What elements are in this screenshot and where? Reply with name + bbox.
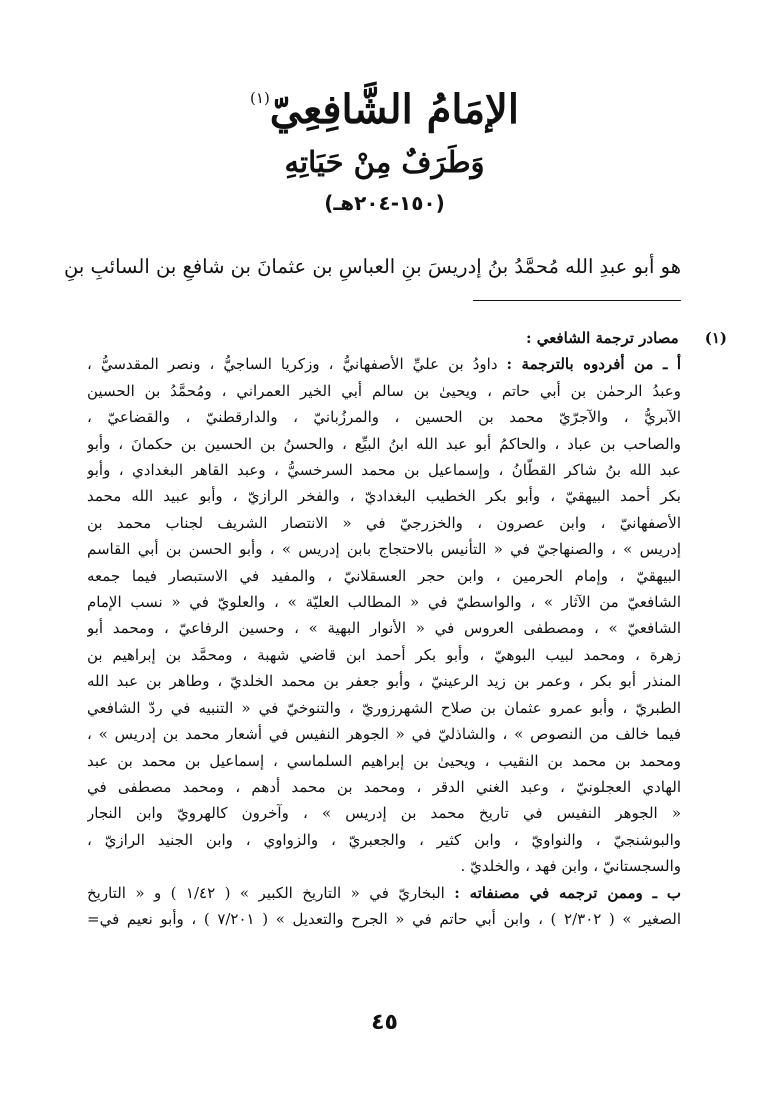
footnote-line: « الجوهر النفيس في تاريخ محمد بن إدريس » ، وآخرون كالهرويّ وابن النجار bbox=[87, 804, 681, 823]
intro-paragraph: هو أبو عبدِ الله مُحمَّدُ بنُ إدريسَ بنِ العباسِ بن عثمانَ بن شافعِ بن السائبِ بنِ bbox=[64, 255, 681, 278]
section-b-label: ب ـ وممن ترجمه في مصنفاته : bbox=[454, 883, 681, 902]
lifespan-dates: (١٥٠-٢٠٤هـ) bbox=[324, 191, 445, 215]
footnote-line: الشافعيّ » ، ومصطفى العروس في « الأنوار البهية » ، وحسين الرفاعيّ ، ومحمد أبو bbox=[87, 619, 681, 638]
footnote-line: والسجستانيّ ، وابن فهد ، والخلديّ . bbox=[460, 857, 681, 876]
chapter-title-block bbox=[0, 72, 769, 218]
footnote-line: زهرة ، ومحمد لبيب البوهيّ ، وأبو بكر أحمد ابن قاضي شهبة ، ومحمَّد بن إبراهيم بن bbox=[87, 645, 681, 664]
chapter-title bbox=[0, 72, 769, 136]
section-a-label: أ ـ من أفردوه بالترجمة : bbox=[506, 355, 681, 374]
footnote-heading: مصادر ترجمة الشافعي : bbox=[525, 329, 679, 347]
footnote-line: الصغير » ( ٢/٣٠٢ ) ، وابن أبي حاتم في « الجرح والتعديل » ( ٧/٢٠١ ) ، وأبو نعيم في= bbox=[87, 909, 681, 928]
footnote-line: البيهقيّ ، وإمام الحرمين ، وابن حجر العسقلانيّ ، والمفيد في الاستبصار فيما جمعه bbox=[87, 566, 681, 585]
chapter-subtitle: وَطَرَفٌ مِنْ حَيَاتِهِ bbox=[284, 145, 485, 179]
footnote-line bbox=[87, 351, 681, 377]
footnote-line: عبد الله بنُ شاكر القطّانُ ، وإسماعيل بن محمد السرخسيُّ ، وعبد القاهر البغدادي ، وأبو bbox=[87, 461, 681, 480]
chapter-title-text: الإمَامُ الشَّافِعِيّ bbox=[269, 86, 519, 133]
footnote-line: الشافعيّ من الآثار » ، والواسطيّ في « المطالب العليّة » ، والعلويّ في « نسب الإمام bbox=[87, 593, 681, 612]
footnote-line: والبوشنجيّ ، والنواويّ ، وابن كثير ، والجعبريّ ، والزواوي ، وابن الجنيد الرازيّ ، bbox=[87, 830, 681, 849]
footnote-line: ومحمد بن محمد بن النقيب ، ويحيىٰ بن إبراهيم السلماسي ، إسماعيل بن محمد بن عبد bbox=[87, 751, 681, 770]
footnote-line: الهادي العجلونيّ ، وعبد الغني الدقر ، ومحمد بن محمد أدهم ، ومحمد مصطفى في bbox=[87, 777, 681, 796]
footnote-line: الأصفهانيّ ، وابن عصرون ، والخزرجيّ في « الانتصار الشريف لجناب محمد بن bbox=[87, 513, 681, 532]
footnote-marker: (١) bbox=[704, 329, 727, 347]
page-number: ٤٥ bbox=[371, 1010, 398, 1035]
footnote-line-text: البخاريّ في « التاريخ الكبير » ( ١/٤٢ ) و « التاريخ bbox=[87, 883, 445, 902]
footnote-line: المنذر أبو بكر ، وعمر بن زيد الرعينيّ ، وأبو جعفر بن محمد الخلديّ ، وطاهر بن عبد الله bbox=[87, 672, 681, 691]
footnote-separator bbox=[473, 300, 681, 301]
footnote-line bbox=[87, 880, 681, 906]
footnote-line-text: داودُ بن عليِّ الأصفهانيُّ ، وزكريا الساجيُّ ، ونصر المقدسيُّ ، bbox=[87, 355, 498, 374]
footnote-line: إدريس » ، والصنهاجيّ في « التأنيس بالاحتجاج بابن إدريس » ، وأبو الحسن بن أبي القاسم bbox=[87, 540, 681, 559]
footnote-line: بكر أحمد البيهقيّ ، وأبو بكر الخطيب البغداديّ ، والفخر الرازيّ ، وأبو عبيد الله محمد bbox=[87, 487, 681, 506]
footnote-line: وعبدُ الرحمٰن بن أبي حاتم ، ويحيىٰ بن سالم أبي الخير العمراني ، ومُحمَّدُ بن الحسين bbox=[87, 381, 681, 400]
footnote-section bbox=[87, 325, 727, 932]
footnote-line: والصاحب بن عباد ، والحاكمُ أبو عبد الله ابنُ البيِّع ، والحسنُ بن الحسين بن حكمانَ ، وأبو bbox=[87, 434, 681, 453]
footnote-line: الآبريُّ ، والآجرّيّ محمد بن الحسين ، والمرزُبانيّ ، والدارقطنيّ ، والقضاعيّ ، bbox=[87, 408, 681, 427]
footnote-line: فيما خالف من النصوص » ، والشاذليّ في « الجوهر النفيس في أشعار محمد بن إدريس » ، bbox=[87, 725, 681, 744]
footnote-reference-marker: (١) bbox=[250, 89, 270, 107]
footnote-line: الطبريّ ، وأبو عمرو عثمان بن صلاح الشهرزوريّ ، والتنوخيّ في « التنبيه في ردّ الشافعي bbox=[87, 698, 681, 717]
footnote-heading-row bbox=[87, 325, 727, 351]
